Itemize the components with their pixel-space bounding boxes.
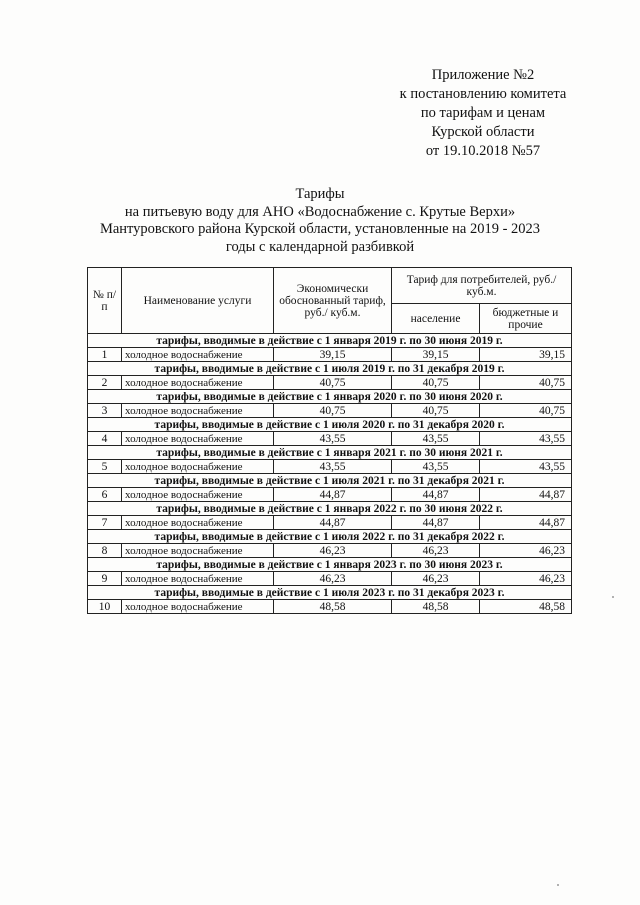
title-heading: Тарифы [295, 186, 345, 202]
period-heading: тарифы, вводимые в действие с 1 июля 2019 г. по 31 декабря 2019 г. [88, 362, 572, 376]
annex-date: от 19.10.2018 №57 [425, 143, 541, 159]
table-row [88, 488, 572, 502]
header-consumer-tariff: Тариф для потребителей, руб./куб.м. [392, 268, 572, 304]
tariff-table [87, 267, 572, 614]
economic-tariff-value: 46,23 [274, 544, 392, 558]
table-row [88, 432, 572, 446]
period-heading: тарифы, вводимые в действие с 1 июля 2022 г. по 31 декабря 2022 г. [88, 530, 572, 544]
population-tariff-value: 48,58 [392, 600, 480, 614]
period-row [88, 446, 572, 460]
header-service: Наименование услуги [122, 268, 274, 334]
row-number: 9 [88, 572, 122, 586]
period-heading: тарифы, вводимые в действие с 1 января 2019 г. по 30 июня 2019 г. [88, 334, 572, 348]
row-number: 7 [88, 516, 122, 530]
annex-header [368, 66, 598, 161]
period-heading: тарифы, вводимые в действие с 1 июля 2020 г. по 31 декабря 2020 г. [88, 418, 572, 432]
table-row [88, 404, 572, 418]
service-name: холодное водоснабжение [122, 404, 274, 418]
period-heading: тарифы, вводимые в действие с 1 июля 2021 г. по 31 декабря 2021 г. [88, 474, 572, 488]
economic-tariff-value: 44,87 [274, 516, 392, 530]
annex-ref-line: к постановлению комитета [399, 86, 567, 102]
title-line: Мантуровского района Курской области, установленные на 2019 - 2023 [99, 221, 541, 237]
tariff-table-body [88, 334, 572, 614]
period-row [88, 502, 572, 516]
scan-speck [557, 884, 559, 886]
economic-tariff-value: 44,87 [274, 488, 392, 502]
service-name: холодное водоснабжение [122, 572, 274, 586]
row-number: 3 [88, 404, 122, 418]
population-tariff-value: 46,23 [392, 544, 480, 558]
period-row [88, 474, 572, 488]
title-line: на питьевую воду для АНО «Водоснабжение с. Крутые Верхи» [124, 203, 516, 220]
population-tariff-value: 44,87 [392, 516, 480, 530]
table-row [88, 460, 572, 474]
service-name: холодное водоснабжение [122, 432, 274, 446]
header-budget: бюджетные и прочие [480, 304, 572, 334]
row-number: 4 [88, 432, 122, 446]
period-heading: тарифы, вводимые в действие с 1 июля 2023 г. по 31 декабря 2023 г. [88, 586, 572, 600]
period-row [88, 558, 572, 572]
service-name: холодное водоснабжение [122, 460, 274, 474]
economic-tariff-value: 40,75 [274, 376, 392, 390]
population-tariff-value: 44,87 [392, 488, 480, 502]
period-heading: тарифы, вводимые в действие с 1 января 2022 г. по 30 июня 2022 г. [88, 502, 572, 516]
row-number: 10 [88, 600, 122, 614]
economic-tariff-value: 48,58 [274, 600, 392, 614]
budget-tariff-value: 43,55 [480, 460, 572, 474]
period-row [88, 390, 572, 404]
period-row [88, 362, 572, 376]
table-row [88, 600, 572, 614]
population-tariff-value: 43,55 [392, 432, 480, 446]
budget-tariff-value: 40,75 [480, 376, 572, 390]
service-name: холодное водоснабжение [122, 348, 274, 362]
period-row [88, 334, 572, 348]
annex-title: Приложение №2 [431, 67, 535, 83]
row-number: 6 [88, 488, 122, 502]
row-number: 5 [88, 460, 122, 474]
budget-tariff-value: 40,75 [480, 404, 572, 418]
budget-tariff-value: 48,58 [480, 600, 572, 614]
table-row [88, 376, 572, 390]
period-heading: тарифы, вводимые в действие с 1 января 2021 г. по 30 июня 2021 г. [88, 446, 572, 460]
population-tariff-value: 46,23 [392, 572, 480, 586]
budget-tariff-value: 44,87 [480, 488, 572, 502]
period-heading: тарифы, вводимые в действие с 1 января 2023 г. по 30 июня 2023 г. [88, 558, 572, 572]
header-economic-tariff: Экономически обоснованный тариф, руб./ куб.м. [274, 268, 392, 334]
economic-tariff-value: 39,15 [274, 348, 392, 362]
service-name: холодное водоснабжение [122, 488, 274, 502]
service-name: холодное водоснабжение [122, 376, 274, 390]
period-row [88, 530, 572, 544]
period-row [88, 586, 572, 600]
population-tariff-value: 40,75 [392, 404, 480, 418]
header-population: население [392, 304, 480, 334]
budget-tariff-value: 46,23 [480, 572, 572, 586]
service-name: холодное водоснабжение [122, 600, 274, 614]
header-num: № п/п [88, 268, 122, 334]
economic-tariff-value: 46,23 [274, 572, 392, 586]
annex-ref-line: Курской области [431, 124, 535, 140]
row-number: 8 [88, 544, 122, 558]
row-number: 2 [88, 376, 122, 390]
budget-tariff-value: 39,15 [480, 348, 572, 362]
budget-tariff-value: 46,23 [480, 544, 572, 558]
population-tariff-value: 39,15 [392, 348, 480, 362]
economic-tariff-value: 43,55 [274, 432, 392, 446]
title-line: годы с календарной разбивкой [225, 238, 415, 255]
population-tariff-value: 43,55 [392, 460, 480, 474]
document-title [60, 186, 580, 256]
budget-tariff-value: 44,87 [480, 516, 572, 530]
service-name: холодное водоснабжение [122, 544, 274, 558]
table-row [88, 348, 572, 362]
service-name: холодное водоснабжение [122, 516, 274, 530]
population-tariff-value: 40,75 [392, 376, 480, 390]
economic-tariff-value: 40,75 [274, 404, 392, 418]
annex-ref-line: по тарифам и ценам [420, 105, 546, 121]
period-row [88, 418, 572, 432]
table-row [88, 572, 572, 586]
row-number: 1 [88, 348, 122, 362]
table-row [88, 516, 572, 530]
table-row [88, 544, 572, 558]
scan-speck [612, 596, 614, 598]
budget-tariff-value: 43,55 [480, 432, 572, 446]
economic-tariff-value: 43,55 [274, 460, 392, 474]
period-heading: тарифы, вводимые в действие с 1 января 2020 г. по 30 июня 2020 г. [88, 390, 572, 404]
